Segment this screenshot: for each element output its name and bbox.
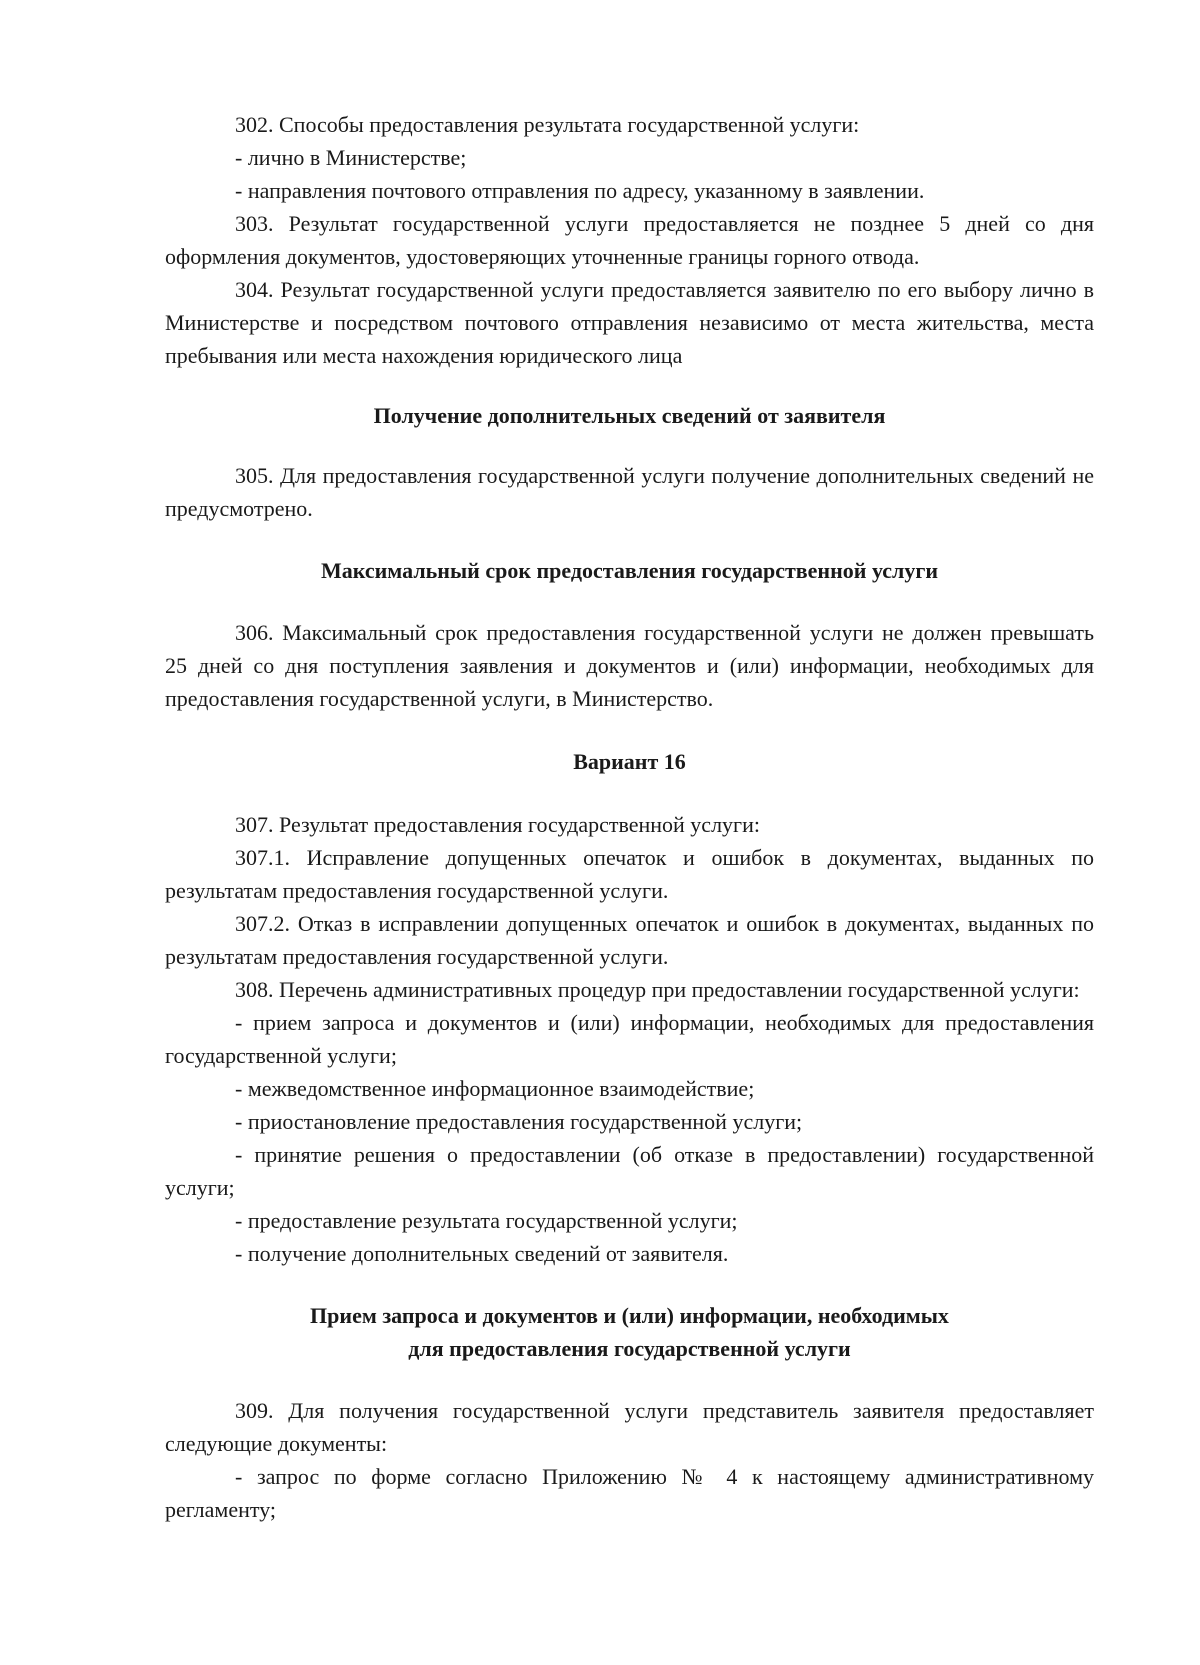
list-item-request-form: - запрос по форме согласно Приложению № 4 к настоящему административному регламенту; (165, 1464, 1094, 1522)
list-item-suspension: - приостановление предоставления государственной услуги; (235, 1109, 803, 1134)
section-heading-reception-line1: Прием запроса и документов и (или) информации, необходимых (310, 1303, 949, 1328)
list-item-reception: - прием запроса и документов и (или) информации, необходимых для предоставления государственной услуги; (165, 1010, 1094, 1068)
paragraph-308: 308. Перечень административных процедур при предоставлении государственной услуги: (235, 977, 1080, 1002)
paragraph-304: 304. Результат государственной услуги предоставляется заявителю по его выбору лично в Министерстве и посредством почтового отправления независимо от места жительства, места пребывания или места нахождения юридического лица (165, 277, 1094, 368)
paragraph-305: 305. Для предоставления государственной услуги получение дополнительных сведений не предусмотрено. (165, 463, 1094, 521)
paragraph-309: 309. Для получения государственной услуги представитель заявителя предоставляет следующие документы: (165, 1398, 1094, 1456)
paragraph-307: 307. Результат предоставления государственной услуги: (235, 812, 760, 837)
list-item-result: - предоставление результата государственной услуги; (235, 1208, 738, 1233)
list-item-postal: - направления почтового отправления по адресу, указанному в заявлении. (235, 178, 925, 203)
list-item-decision: - принятие решения о предоставлении (об отказе в предоставлении) государственной услуги; (165, 1142, 1094, 1200)
document-page (165, 108, 1094, 1526)
paragraph-307-2: 307.2. Отказ в исправлении допущенных опечаток и ошибок в документах, выданных по результатам предоставления государственной услуги. (165, 911, 1094, 969)
paragraph-303: 303. Результат государственной услуги предоставляется не позднее 5 дней со дня оформления документов, удостоверяющих уточненные границы горного отвода. (165, 211, 1094, 269)
section-heading-max-term: Максимальный срок предоставления государственной услуги (320, 558, 939, 583)
section-heading-additional-info: Получение дополнительных сведений от заявителя (373, 403, 886, 428)
paragraph-306: 306. Максимальный срок предоставления государственной услуги не должен превышать 25 дней со дня поступления заявления и документов и (или) информации, необходимых для предоставления государственной услуги, в Министерство. (165, 620, 1094, 711)
paragraph-307-1: 307.1. Исправление допущенных опечаток и ошибок в документах, выданных по результатам предоставления государственной услуги. (165, 845, 1094, 903)
list-item-interagency: - межведомственное информационное взаимодействие; (235, 1076, 755, 1101)
list-item-in-person: - лично в Министерстве; (235, 145, 467, 170)
section-heading-reception-line2: для предоставления государственной услуги (408, 1336, 851, 1361)
paragraph-302: 302. Способы предоставления результата государственной услуги: (235, 112, 860, 137)
list-item-additional-info: - получение дополнительных сведений от заявителя. (235, 1241, 729, 1266)
section-heading-variant: Вариант 16 (573, 749, 686, 774)
